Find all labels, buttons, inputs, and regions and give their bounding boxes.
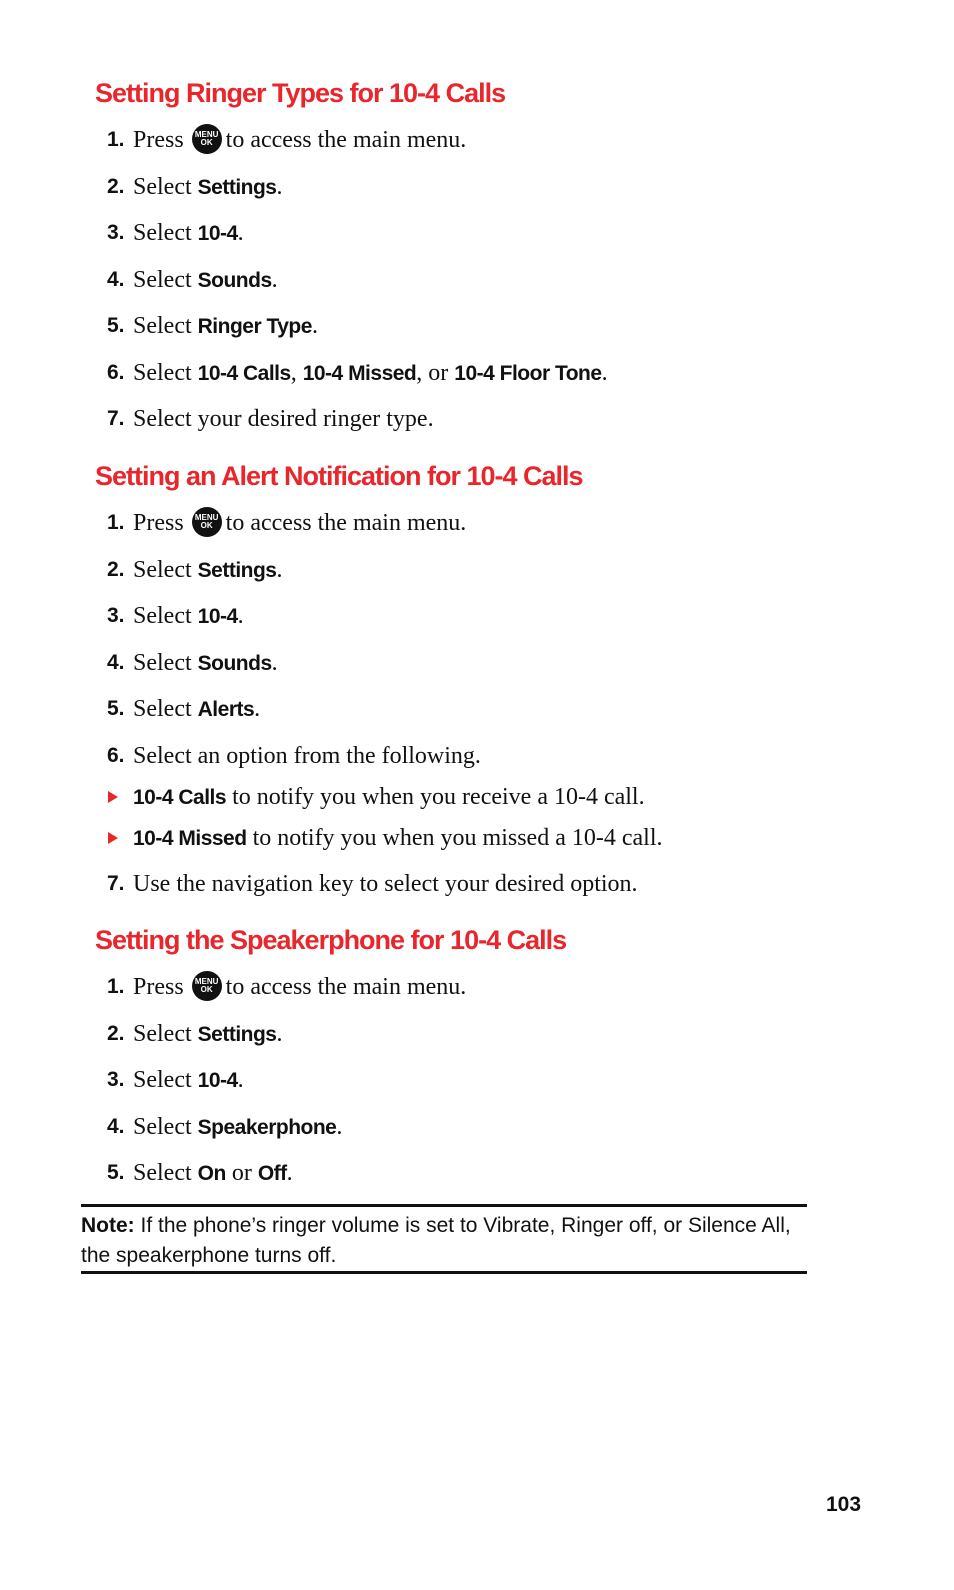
page-number: 103 — [826, 1493, 862, 1516]
step-3 — [95, 1065, 855, 1095]
menu-option: Settings — [197, 558, 277, 582]
step-number: 7. — [107, 407, 125, 430]
punctuation: . — [336, 1113, 343, 1140]
menu-option: 10-4 Calls — [133, 785, 227, 809]
step-text: Use the navigation key to select your desired option. — [133, 871, 638, 897]
step-2 — [95, 555, 855, 585]
step-text: to access the main menu. — [225, 974, 467, 1000]
step-text: to access the main menu. — [225, 127, 467, 153]
step-6 — [95, 741, 855, 771]
note-box — [81, 1204, 807, 1274]
menu-option: Settings — [197, 175, 277, 199]
step-text: Select — [133, 696, 198, 722]
step-number: 4. — [107, 267, 125, 291]
step-text: to access the main menu. — [225, 510, 467, 536]
step-1 — [95, 508, 855, 538]
punctuation: . — [601, 359, 608, 386]
step-6 — [95, 358, 855, 388]
step-2 — [95, 172, 855, 202]
punctuation: . — [271, 266, 278, 293]
step-text: Select — [133, 1113, 198, 1140]
menu-option: 10-4 Missed — [302, 361, 417, 385]
step-1 — [95, 972, 855, 1002]
step-7 — [95, 869, 855, 899]
step-text: Select — [133, 603, 198, 629]
step-text: Press — [133, 974, 184, 1000]
step-text: or — [225, 1160, 258, 1186]
menu-ok-key-icon: MENU OK — [192, 124, 222, 154]
step-text: Press — [133, 510, 184, 536]
step-number: 5. — [107, 697, 125, 720]
step-number: 5. — [107, 314, 125, 337]
menu-option: 10-4 Floor Tone — [454, 361, 602, 385]
menu-option: 10-4 — [197, 605, 238, 628]
punctuation: . — [276, 173, 283, 200]
step-number: 3. — [107, 221, 125, 244]
step-number: 5. — [107, 1161, 125, 1184]
step-number: 2. — [107, 557, 125, 581]
step-text: Select — [133, 1160, 198, 1186]
punctuation: . — [276, 1020, 283, 1047]
menu-option: 10-4 Calls — [197, 361, 291, 385]
step-number: 2. — [107, 1021, 125, 1045]
section-heading: Setting an Alert Notification for 10-4 Calls — [95, 461, 583, 491]
step-text: Select — [133, 220, 198, 246]
step-text: Press — [133, 127, 184, 153]
section-speakerphone — [95, 920, 855, 1188]
menu-option: Off — [257, 1162, 287, 1185]
step-text: Select an option from the following. — [133, 742, 481, 769]
menu-ok-key-icon: MENU OK — [192, 971, 222, 1001]
step-number: 3. — [107, 604, 125, 627]
note-label: Note: — [81, 1214, 135, 1237]
step-4 — [95, 1112, 855, 1142]
menu-option: On — [197, 1162, 226, 1185]
option-item — [95, 782, 855, 812]
step-number: 6. — [107, 360, 125, 384]
menu-option: Sounds — [197, 651, 272, 675]
punctuation: . — [237, 220, 244, 246]
step-number: 4. — [107, 1114, 125, 1138]
step-number: 1. — [107, 975, 125, 998]
punctuation: , — [290, 359, 303, 386]
step-number: 4. — [107, 650, 125, 674]
step-text: Select — [133, 266, 198, 293]
triangle-bullet-icon — [108, 832, 118, 844]
section-heading: Setting Ringer Types for 10-4 Calls — [95, 78, 506, 108]
menu-option: Settings — [197, 1022, 277, 1046]
punctuation: . — [311, 313, 318, 339]
step-number: 2. — [107, 174, 125, 198]
step-5 — [95, 1158, 855, 1188]
option-description: to notify you when you missed a 10-4 call. — [246, 824, 663, 851]
step-text: Select — [133, 1020, 198, 1047]
menu-option: Ringer Type — [197, 315, 312, 338]
option-description: to notify you when you receive a 10-4 call. — [226, 783, 645, 810]
step-text: Select — [133, 1067, 198, 1093]
step-3 — [95, 601, 855, 631]
section-ringer-types — [95, 73, 855, 434]
step-4 — [95, 648, 855, 678]
menu-ok-key-icon: MENU OK — [192, 507, 222, 537]
menu-option: 10-4 — [197, 222, 238, 245]
step-text: Select — [133, 173, 198, 200]
menu-option: Speakerphone — [197, 1115, 337, 1139]
menu-option: Alerts — [197, 698, 255, 721]
step-text: Select your desired ringer type. — [133, 406, 434, 432]
step-1 — [95, 125, 855, 155]
step-4 — [95, 265, 855, 295]
triangle-bullet-icon — [108, 791, 118, 803]
step-text: Select — [133, 649, 198, 676]
menu-option: Sounds — [197, 268, 272, 292]
step-number: 3. — [107, 1068, 125, 1091]
step-number: 6. — [107, 743, 125, 767]
step-number: 7. — [107, 872, 125, 895]
punctuation: . — [237, 603, 244, 629]
section-heading: Setting the Speakerphone for 10-4 Calls — [95, 925, 567, 955]
step-5 — [95, 311, 855, 341]
step-text: Select — [133, 313, 198, 339]
step-text: , or — [416, 359, 455, 386]
step-3 — [95, 218, 855, 248]
punctuation: . — [286, 1160, 293, 1186]
punctuation: . — [276, 556, 283, 583]
step-5 — [95, 694, 855, 724]
menu-option: 10-4 — [197, 1069, 238, 1092]
step-text: Select — [133, 556, 198, 583]
step-2 — [95, 1019, 855, 1049]
step-number: 1. — [107, 511, 125, 534]
menu-option: 10-4 Missed — [133, 826, 247, 850]
punctuation: . — [271, 649, 278, 676]
option-item — [95, 823, 855, 853]
punctuation: . — [237, 1067, 244, 1093]
punctuation: . — [254, 696, 261, 722]
step-number: 1. — [107, 128, 125, 151]
note-text: If the phone’s ringer volume is set to Vibrate, Ringer off, or Silence All, the speakerphone turns off. — [81, 1214, 791, 1267]
step-text: Select — [133, 359, 198, 386]
step-7 — [95, 404, 855, 434]
section-alert-notification — [95, 456, 855, 899]
